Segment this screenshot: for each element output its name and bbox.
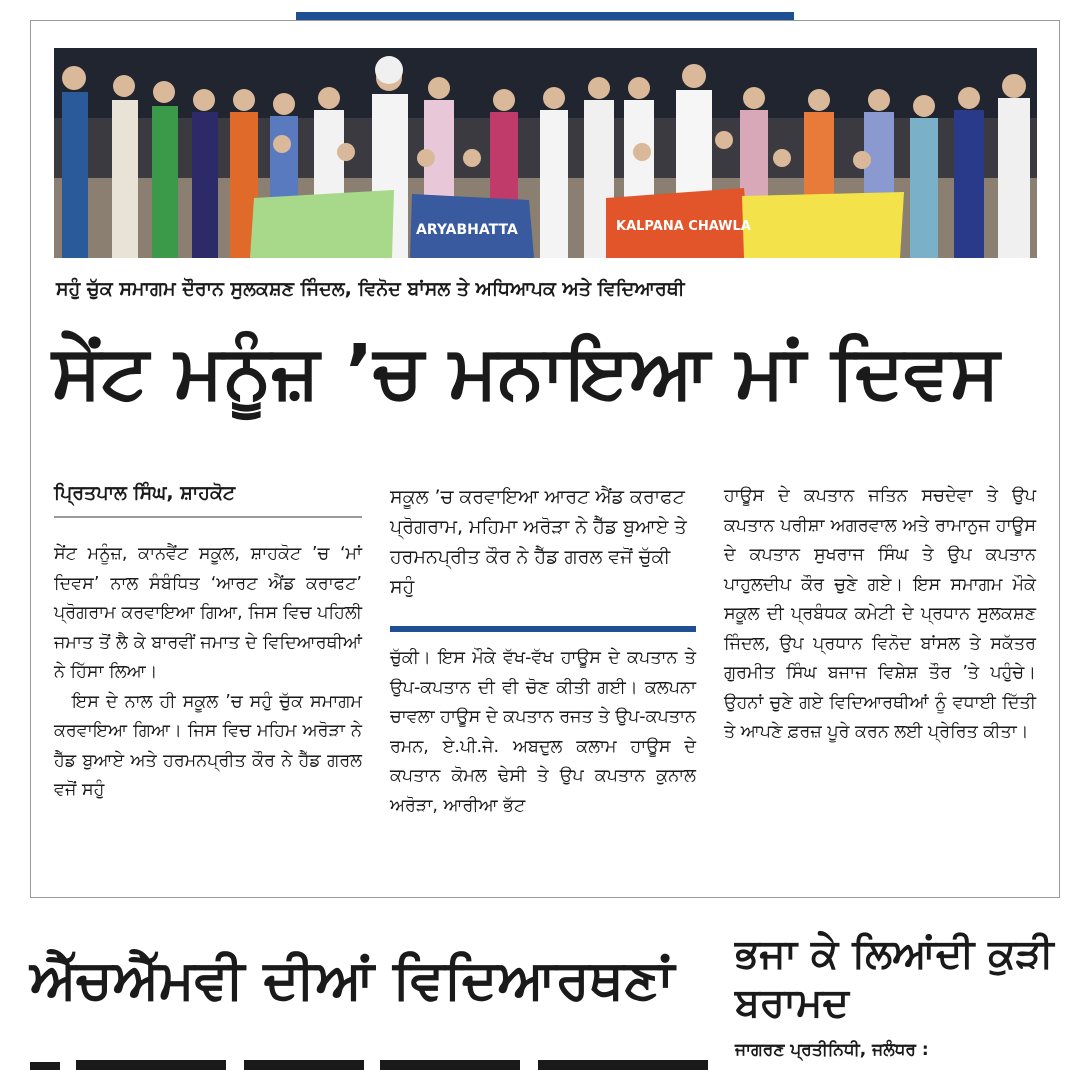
photo-caption: ਸਹੁੰ ਚੁੱਕ ਸਮਾਗਮ ਦੌਰਾਨ ਸੁਲਕਸ਼ਣ ਜਿੰਦਲ, ਵਿਨੋਦ ਬਾਂਸਲ ਤੇ ਅਧਿਆਪਕ ਅਤੇ ਵਿਦਿਆਰਥੀ <box>56 278 685 300</box>
article-paragraph: ਇਸ ਦੇ ਨਾਲ ਹੀ ਸਕੂਲ ’ਚ ਸਹੁੰ ਚੁੱਕ ਸਮਾਗਮ ਕਰਵਾਇਆ ਗਿਆ। ਜਿਸ ਵਿਚ ਮਹਿਮ ਅਰੋੜਾ ਨੇ ਹੈੱਡ ਬੁਆਏ ਅਤੇ ਹਰਮਨਪ੍ਰੀਤ ਕੌਰ ਨੇ ਹੈੱਡ ਗਰਲ ਵਜੋਂ ਸਹੁੰ <box>54 691 362 800</box>
article-paragraph: ਚੁੱਕੀ। ਇਸ ਮੌਕੇ ਵੱਖ-ਵੱਖ ਹਾਊਸ ਦੇ ਕਪਤਾਨ ਤੇ ਉਪ-ਕਪਤਾਨ ਦੀ ਵੀ ਚੋਣ ਕੀਤੀ ਗਈ। ਕਲਪਨਾ ਚਾਵਲਾ ਹਾਊਸ ਦੇ ਕਪਤਾਨ ਰਜਤ ਤੇ ਉਪ-ਕਪਤਾਨ ਰਮਨ, ਏ.ਪੀ.ਜੇ. ਅਬਦੁਲ ਕਲਾਮ ਹਾਊਸ ਦੇ ਕਪਤਾਨ ਕੋਮਲ ਢੇਸੀ ਤੇ ਉਪ ਕਪਤਾਨ ਕੁਨਾਲ ਅਰੋੜਾ, ਆਰੀਆ ਭੱਟ <box>390 648 696 816</box>
article-column-2 <box>390 644 696 821</box>
article-column-1 <box>54 540 362 806</box>
next-story-headline: ਐੱਚਐੱਮਵੀ ਦੀਆਂ ਵਿਦਿਆਰਥਣਾਂ <box>30 948 675 1011</box>
article-byline: ਪ੍ਰਿਤਪਾਲ ਸਿੰਘ, ਸ਼ਾਹਕੋਟ <box>54 482 236 504</box>
flag-label-kalpana: KALPANA CHAWLA <box>616 219 751 234</box>
side-story-headline: ਭਜਾ ਕੇ ਲਿਆਂਦੀ ਕੁੜੀ ਬਰਾਮਦ <box>735 931 1054 1026</box>
flag-label-aryabhatta: ARYABHATTA <box>416 222 518 238</box>
article-headline: ਸੇਂਟ ਮਨੂੰਜ਼ ’ਚ ਮਨਾਇਆ ਮਾਂ ਦਿਵਸ <box>52 329 1000 415</box>
article-paragraph: ਹਾਊਸ ਦੇ ਕਪਤਾਨ ਜਤਿਨ ਸਚਦੇਵਾ ਤੇ ਉਪ ਕਪਤਾਨ ਪਰੀਸ਼ਾ ਅਗਰਵਾਲ ਅਤੇ ਰਾਮਾਨੁਜ ਹਾਊਸ ਦੇ ਕਪਤਾਨ ਸੁਖਰਾਜ ਸਿੰਘ ਤੇ ਉਪ ਕਪਤਾਨ ਪਾਹੁਲਦੀਪ ਕੌਰ ਚੁਣੇ ਗਏ। ਇਸ ਸਮਾਗਮ ਮੌਕੇ ਸਕੂਲ ਦੀ ਪ੍ਰਬੰਧਕ ਕਮੇਟੀ ਦੇ ਪ੍ਰਧਾਨ ਸੁਲਕਸ਼ਣ ਜਿੰਦਲ, ਉਪ ਪ੍ਰਧਾਨ ਵਿਨੋਦ ਬਾਂਸਲ ਤੇ ਸਕੱਤਰ ਗੁਰਮੀਤ ਸਿੰਘ ਬਜਾਜ ਵਿਸ਼ੇਸ਼ ਤੌਰ ’ਤੇ ਪਹੁੰਚੇ। ਉਹਨਾਂ ਚੁਣੇ ਗਏ ਵਿਦਿਆਰਥੀਆਂ ਨੂੰ ਵਧਾਈ ਦਿੱਤੀ ਤੇ ਆਪਣੇ ਫ਼ਰਜ਼ ਪੂਰੇ ਕਰਨ ਲਈ ਪ੍ਰੇਰਿਤ ਕੀਤਾ। <box>724 486 1036 742</box>
byline-divider <box>54 516 362 518</box>
article-paragraph: ਸੇਂਟ ਮਨੂੰਜ਼, ਕਾਨਵੈਂਟ ਸਕੂਲ, ਸ਼ਾਹਕੋਟ ’ਚ ‘ਮਾਂ ਦਿਵਸ’ ਨਾਲ ਸੰਬੰਧਿਤ ‘ਆਰਟ ਐਂਡ ਕਰਾਫਟ’ ਪ੍ਰੋਗਰਾਮ ਕਰਵਾਇਆ ਗਿਆ, ਜਿਸ ਵਿਚ ਪਹਿਲੀ ਜਮਾਤ ਤੋਂ ਲੈ ਕੇ ਬਾਰਵੀਂ ਜਮਾਤ ਦੇ ਵਿਦਿਆਰਥੀਆਂ ਨੇ ਹਿੱਸਾ ਲਿਆ। <box>54 544 362 682</box>
pull-quote-rule <box>390 626 696 632</box>
group-photo <box>54 48 1037 258</box>
group-photo-illustration <box>54 48 1037 258</box>
article-column-3 <box>724 482 1036 748</box>
pull-quote: ਸਕੂਲ ’ਚ ਕਰਵਾਇਆ ਆਰਟ ਐਂਡ ਕਰਾਫਟ ਪ੍ਰੋਗਰਾਮ, ਮਹਿਮਾ ਅਰੋੜਾ ਨੇ ਹੈੱਡ ਬੁਆਏ ਤੇ ਹਰਮਨਪ੍ਰੀਤ ਕੌਰ ਨੇ ਹੈੱਡ ਗਰਲ ਵਜੋਂ ਚੁੱਕੀ ਸਹੁੰ <box>390 486 687 598</box>
side-story-byline: ਜਾਗਰਣ ਪ੍ਰਤੀਨਿਧੀ, ਜਲੰਧਰ : <box>735 1040 929 1060</box>
next-story-headline-cutoff <box>30 1040 710 1070</box>
